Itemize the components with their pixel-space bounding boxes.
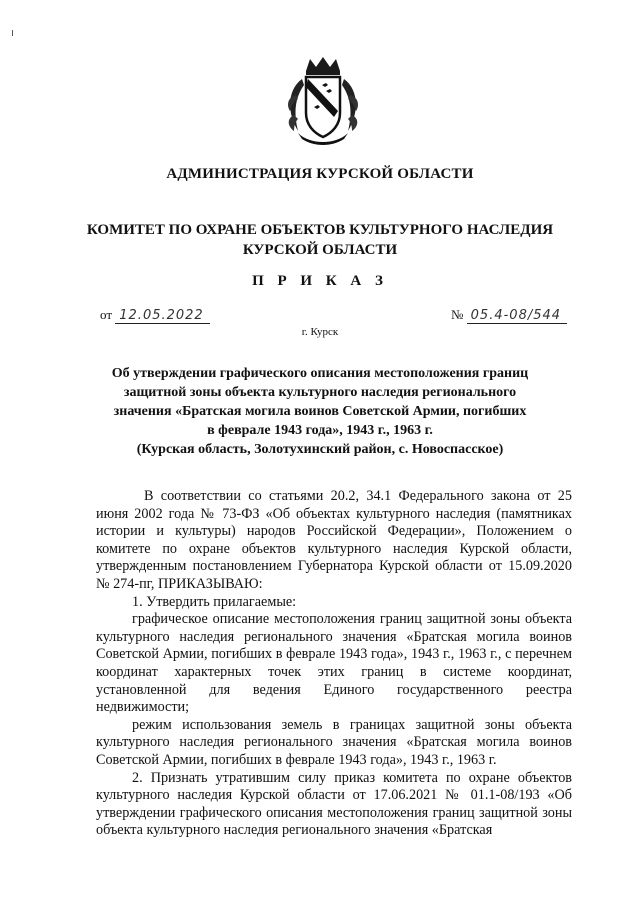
order-number — [451, 307, 567, 324]
committee-title-line: КОМИТЕТ ПО ОХРАНЕ ОБЪЕКТОВ КУЛЬТУРНОГО НАСЛЕДИЯ — [86, 222, 554, 238]
order-body — [96, 488, 572, 840]
city: г. Курск — [301, 326, 339, 338]
order-subject — [90, 364, 550, 459]
subject-line: значения «Братская могила воинов Советской Армии, погибших — [113, 404, 527, 419]
administration-title: АДМИНИСТРАЦИЯ КУРСКОЙ ОБЛАСТИ — [166, 166, 474, 182]
kursk-coat-of-arms-icon — [282, 55, 364, 147]
committee-title — [0, 220, 640, 260]
body-paragraph: 1. Утвердить прилагаемые: — [132, 593, 297, 610]
body-paragraph: графическое описание местоположения границ защитной зоны объекта культурного наследия регионального значения «Братская могила воинов Советской Армии, погибших в феврале 1943 года», 1943 г., 1963 г., с перечнем координат характерных точек этих границ в системе координат, установленной для ведения Единого государственного реестра недвижимости; — [96, 611, 572, 716]
number-prefix: № — [451, 307, 464, 322]
body-paragraph: 2. Признать утратившим силу приказ комитета по охране объектов культурного наследия Курской области от 17.06.2021 № 01.1-08/193 «Об утверждении графического описания местоположения границ защитной зоны объекта культурного наследия регионального значения «Братская — [96, 769, 572, 839]
subject-line: защитной зоны объекта культурного наследия регионального — [123, 385, 517, 400]
order-title: П Р И К А З — [252, 273, 388, 289]
date-prefix: от — [100, 307, 113, 322]
subject-line: в феврале 1943 года», 1943 г., 1963 г. — [207, 423, 433, 438]
committee-title-line: КУРСКОЙ ОБЛАСТИ — [242, 242, 398, 258]
number-value: 05.4-08/544 — [467, 308, 567, 324]
subject-line: (Курская область, Золотухинский район, с. Новоспасское) — [136, 442, 504, 457]
subject-line: Об утверждении графического описания местоположения границ — [111, 366, 529, 381]
order-date — [100, 307, 210, 324]
date-value: 12.05.2022 — [115, 308, 209, 324]
body-paragraph: В соответствии со статьями 20.2, 34.1 Федерального закона от 25 июня 2002 года № 73-ФЗ «Об объектах культурного наследия (памятниках истории и культуры) народов Российской Федерации», Положением о комитете по охране объектов культурного наследия Курской области, утвержденным постановлением Губернатора Курской области от 15.09.2020 № 274-пг, ПРИКАЗЫВАЮ: — [96, 488, 572, 592]
scan-mark — [12, 30, 13, 36]
body-paragraph: режим использования земель в границах защитной зоны объекта культурного наследия регионального значения «Братская могила воинов Советской Армии, погибших в феврале 1943 года», 1943 г., 1963 г. — [96, 716, 572, 768]
